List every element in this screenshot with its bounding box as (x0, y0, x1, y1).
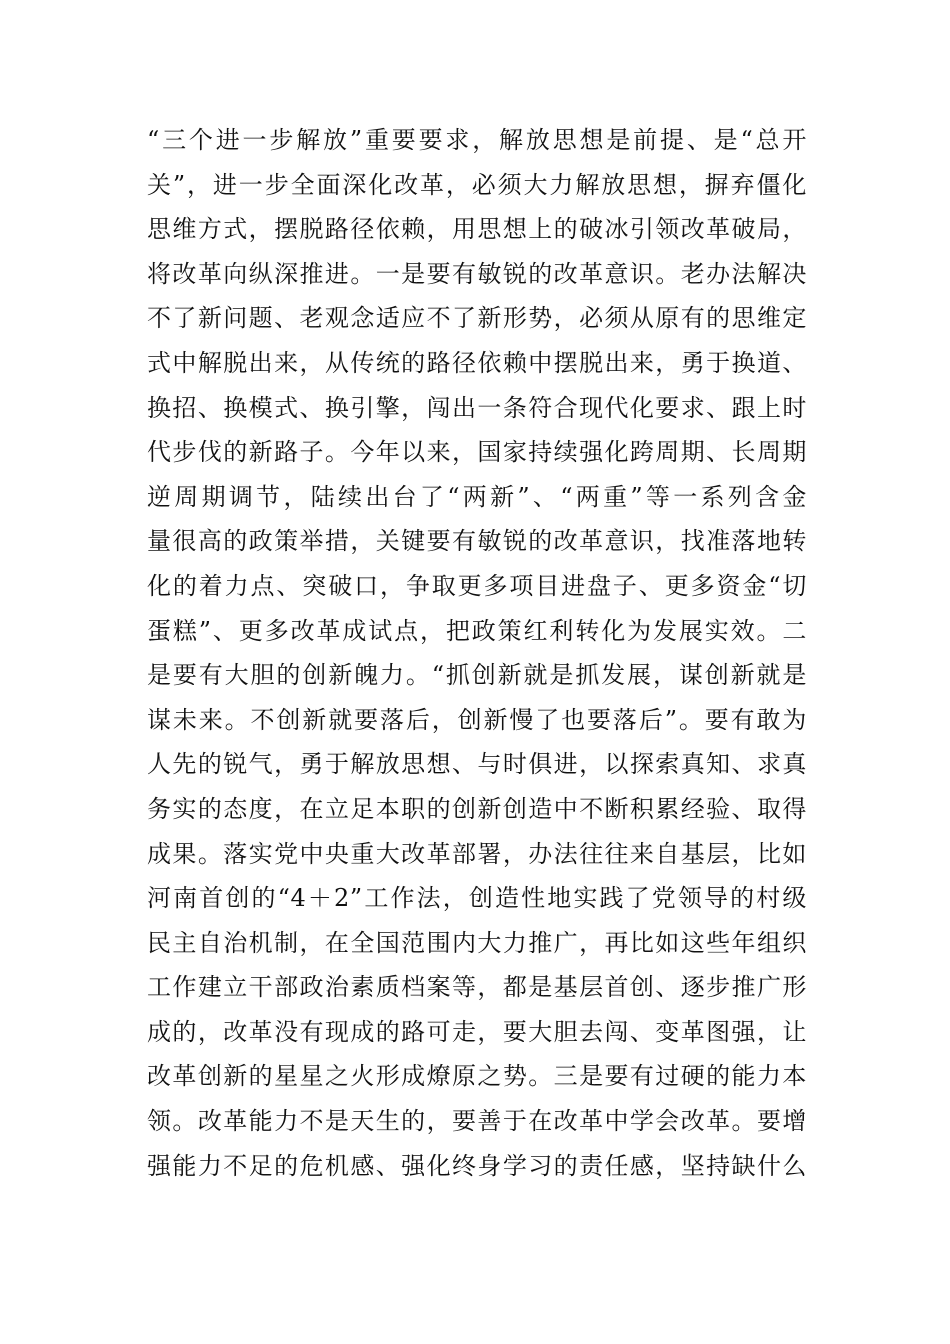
text-line: 蛋糕”、更多改革成试点，把政策红利转化为发展实效。二 (147, 616, 807, 645)
text-line: 领。改革能力不是天生的，要善于在改革中学会改革。要增 (147, 1107, 807, 1136)
body-text (147, 118, 807, 1188)
text-line: “三个进一步解放”重要要求，解放思想是前提、是“总开 (147, 126, 807, 154)
text-line: 式中解脱出来，从传统的路径依赖中摆脱出来，勇于换道、 (147, 348, 807, 377)
text-line: 强能力不足的危机感、强化终身学习的责任感，坚持缺什么 (147, 1151, 807, 1180)
text-line: 代步伐的新路子。今年以来，国家持续强化跨周期、长周期 (147, 438, 807, 467)
text-line: 量很高的政策举措，关键要有敏锐的改革意识，找准落地转 (147, 527, 807, 556)
text-line: 是要有大胆的创新魄力。“抓创新就是抓发展，谋创新就是 (147, 661, 807, 690)
text-line: 将改革向纵深推进。一是要有敏锐的改革意识。老办法解决 (147, 259, 807, 288)
text-line: 成的，改革没有现成的路可走，要大胆去闯、变革图强，让 (147, 1017, 807, 1046)
text-line: 不了新问题、老观念适应不了新形势，必须从原有的思维定 (147, 304, 807, 333)
text-line: 关”，进一步全面深化改革，必须大力解放思想，摒弃僵化 (147, 170, 807, 199)
text-line: 民主自治机制，在全国范围内大力推广，再比如这些年组织 (147, 928, 807, 957)
text-line: 务实的态度，在立足本职的创新创造中不断积累经验、取得 (147, 794, 807, 823)
text-line: 思维方式，摆脱路径依赖，用思想上的破冰引领改革破局， (147, 215, 807, 244)
text-line: 工作建立干部政治素质档案等，都是基层首创、逐步推广形 (147, 973, 807, 1002)
text-line: 河南首创的“4＋2”工作法，创造性地实践了党领导的村级 (147, 884, 807, 913)
text-line: 逆周期调节，陆续出台了“两新”、“两重”等一系列含金 (147, 482, 807, 511)
text-line: 改革创新的星星之火形成燎原之势。三是要有过硬的能力本 (147, 1062, 807, 1091)
text-line: 人先的锐气，勇于解放思想、与时俱进，以探索真知、求真 (147, 750, 807, 779)
text-line: 谋未来。不创新就要落后，创新慢了也要落后”。要有敢为 (147, 705, 807, 734)
text-line: 成果。落实党中央重大改革部署，办法往往来自基层，比如 (147, 839, 807, 868)
text-line: 换招、换模式、换引擎，闯出一条符合现代化要求、跟上时 (147, 393, 807, 422)
text-line: 化的着力点、突破口，争取更多项目进盘子、更多资金“切 (147, 571, 807, 600)
